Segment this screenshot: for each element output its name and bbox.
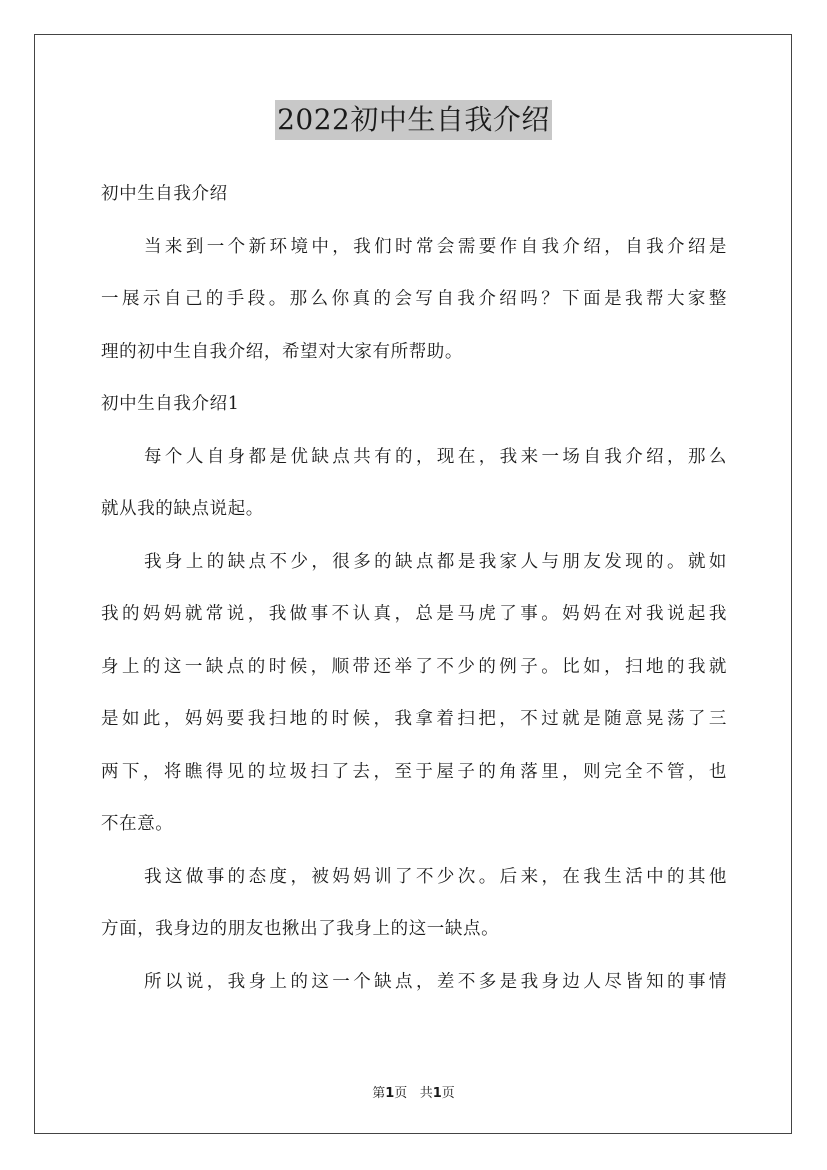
- total-number: 1: [432, 1086, 442, 1101]
- document-body: [101, 172, 727, 1012]
- text-line: 我身上的缺点不少，很多的缺点都是我家人与朋友发现的。就如: [144, 551, 727, 572]
- page-suffix: 页: [394, 1086, 408, 1101]
- total-prefix: 共: [419, 1086, 433, 1101]
- text-line: 初中生自我介绍1: [101, 394, 240, 414]
- document-title: 2022初中生自我介绍: [275, 100, 552, 140]
- title-container: [0, 100, 827, 140]
- text-line: 理的初中生自我介绍，希望对大家有所帮助。: [101, 341, 463, 362]
- total-suffix: 页: [441, 1086, 455, 1101]
- text-line: 不在意。: [101, 814, 174, 834]
- text-line: 我的妈妈就常说，我做事不认真，总是马虎了事。妈妈在对我说起我: [101, 604, 727, 624]
- text-line: 身上的这一缺点的时候，顺带还举了不少的例子。比如，扫地的我就: [101, 656, 727, 677]
- text-line: 是如此，妈妈要我扫地的时候，我拿着扫把，不过就是随意晃荡了三: [101, 709, 727, 729]
- page-footer: [0, 1082, 827, 1101]
- text-line: 两下，将瞧得见的垃圾扫了去，至于屋子的角落里，则完全不管，也: [101, 761, 727, 782]
- text-line: 就从我的缺点说起。: [101, 499, 264, 519]
- text-line: 所以说，我身上的这一个缺点，差不多是我身边人尽皆知的事情: [144, 971, 727, 992]
- page-number: 1: [385, 1086, 395, 1101]
- text-line: 一展示自己的手段。那么你真的会写自我介绍吗？下面是我帮大家整: [101, 289, 727, 309]
- text-line: 当来到一个新环境中，我们时常会需要作自我介绍，自我介绍是: [144, 236, 727, 257]
- text-line: 每个人自身都是优缺点共有的，现在，我来一场自我介绍，那么: [144, 446, 727, 467]
- text-line: 初中生自我介绍: [101, 184, 228, 204]
- page-prefix: 第: [372, 1086, 386, 1101]
- text-line: 我这做事的态度，被妈妈训了不少次。后来，在我生活中的其他: [144, 866, 727, 887]
- text-line: 方面，我身边的朋友也揪出了我身上的这一缺点。: [101, 919, 500, 939]
